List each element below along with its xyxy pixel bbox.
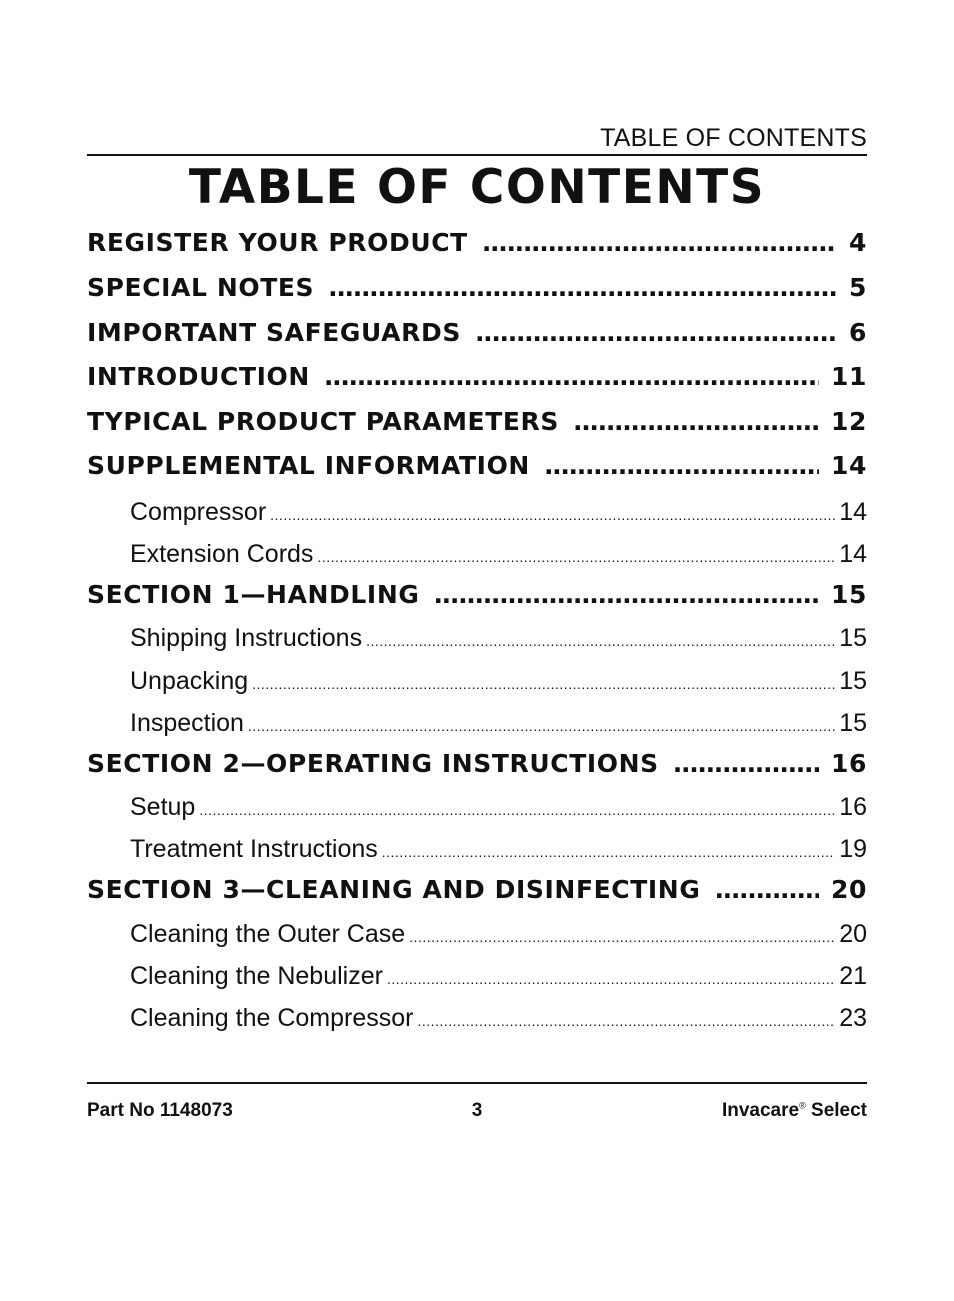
toc-entry-label: REGISTER YOUR PRODUCT <box>87 228 468 257</box>
toc-page-number: 14 <box>831 451 867 480</box>
dot-leader <box>366 624 835 653</box>
toc-entry-label: Cleaning the Compressor <box>130 1004 414 1032</box>
toc-entry-special-notes[interactable] <box>87 273 867 302</box>
toc-entry-section-3-cleaning-and-disinfecting[interactable] <box>87 875 867 904</box>
dot-leader <box>248 709 835 738</box>
toc-entry-setup[interactable] <box>130 793 867 822</box>
toc-page-number: 15 <box>839 624 867 652</box>
running-header: TABLE OF CONTENTS <box>600 124 867 152</box>
toc-entry-cleaning-the-compressor[interactable] <box>130 1004 867 1033</box>
toc-entry-cleaning-the-nebulizer[interactable] <box>130 962 867 991</box>
header-rule <box>87 154 867 156</box>
toc-entry-supplemental-information[interactable] <box>87 451 867 480</box>
dot-leader <box>382 835 835 864</box>
toc-page-number: 6 <box>849 318 867 347</box>
dot-leader <box>433 580 819 609</box>
toc-entry-label: SECTION 1—HANDLING <box>87 580 420 609</box>
toc-page-number: 4 <box>849 228 867 257</box>
toc-page-number: 12 <box>831 407 867 436</box>
toc-entry-label: Unpacking <box>130 667 249 695</box>
toc-entry-label: SPECIAL NOTES <box>87 273 315 302</box>
toc-page-number: 20 <box>831 875 867 904</box>
toc-entry-label: SECTION 2—OPERATING INSTRUCTIONS <box>87 749 659 778</box>
footer-rule <box>87 1082 867 1084</box>
toc-entry-label: Setup <box>130 793 196 821</box>
toc-entry-label: Extension Cords <box>130 540 314 568</box>
toc-entry-important-safeguards[interactable] <box>87 318 867 347</box>
footer-product-name: Select <box>811 1100 867 1121</box>
toc-entry-extension-cords[interactable] <box>130 540 867 569</box>
toc-page-number: 15 <box>839 709 867 737</box>
toc-page-number: 15 <box>839 667 867 695</box>
toc-page-number: 5 <box>849 273 867 302</box>
toc-entry-typical-product-parameters[interactable] <box>87 407 867 436</box>
toc-entry-unpacking[interactable] <box>130 667 867 696</box>
dot-leader <box>673 749 819 778</box>
toc-entry-label: Cleaning the Outer Case <box>130 920 406 948</box>
toc-entry-shipping-instructions[interactable] <box>130 624 867 653</box>
dot-leader <box>387 962 835 991</box>
toc-entry-register-your-product[interactable] <box>87 228 867 257</box>
footer-part-number: Part No 1148073 <box>87 1100 233 1121</box>
dot-leader <box>544 451 819 480</box>
toc-page-number: 16 <box>839 793 867 821</box>
dot-leader <box>252 667 835 696</box>
toc-page-number: 19 <box>839 835 867 863</box>
toc-entry-introduction[interactable] <box>87 362 867 391</box>
dot-leader <box>409 920 835 949</box>
toc-entry-label: SUPPLEMENTAL INFORMATION <box>87 451 530 480</box>
footer-brand <box>722 1100 867 1122</box>
toc-entry-label: TYPICAL PRODUCT PARAMETERS <box>87 407 560 436</box>
toc-page-number: 16 <box>831 749 867 778</box>
toc-entry-section-1-handling[interactable] <box>87 580 867 609</box>
toc-page-number: 14 <box>839 498 867 526</box>
dot-leader <box>317 540 835 569</box>
toc-page-number: 15 <box>831 580 867 609</box>
toc-entry-label: Cleaning the Nebulizer <box>130 962 383 990</box>
toc-entry-label: SECTION 3—CLEANING AND DISINFECTING <box>87 875 701 904</box>
dot-leader <box>328 273 837 302</box>
toc-entry-label: Inspection <box>130 709 244 737</box>
toc-entry-label: Treatment Instructions <box>130 835 378 863</box>
dot-leader <box>324 362 819 391</box>
toc-entry-compressor[interactable] <box>130 498 867 527</box>
dot-leader <box>573 407 819 436</box>
dot-leader <box>714 875 819 904</box>
toc-entry-cleaning-the-outer-case[interactable] <box>130 920 867 949</box>
dot-leader <box>475 318 837 347</box>
toc-page-number: 21 <box>839 962 867 990</box>
toc-page-number: 14 <box>839 540 867 568</box>
toc-entry-label: INTRODUCTION <box>87 362 310 391</box>
page-title: TABLE OF CONTENTS <box>188 160 766 215</box>
dot-leader <box>417 1004 835 1033</box>
footer-brand-name: Invacare <box>721 1100 800 1121</box>
toc-entry-label: Shipping Instructions <box>130 624 363 652</box>
toc-page-number: 23 <box>839 1004 867 1032</box>
footer-page-number: 3 <box>471 1100 483 1121</box>
dot-leader <box>270 498 835 527</box>
toc-entry-label: IMPORTANT SAFEGUARDS <box>87 318 461 347</box>
dot-leader <box>482 228 837 257</box>
toc-entry-inspection[interactable] <box>130 709 867 738</box>
dot-leader <box>199 793 835 822</box>
registered-mark: ® <box>799 1100 806 1111</box>
toc-entry-section-2-operating-instructions[interactable] <box>87 749 867 778</box>
toc-page-number: 20 <box>839 920 867 948</box>
toc-entry-treatment-instructions[interactable] <box>130 835 867 864</box>
toc-entry-label: Compressor <box>130 498 267 526</box>
toc-page-number: 11 <box>831 362 867 391</box>
